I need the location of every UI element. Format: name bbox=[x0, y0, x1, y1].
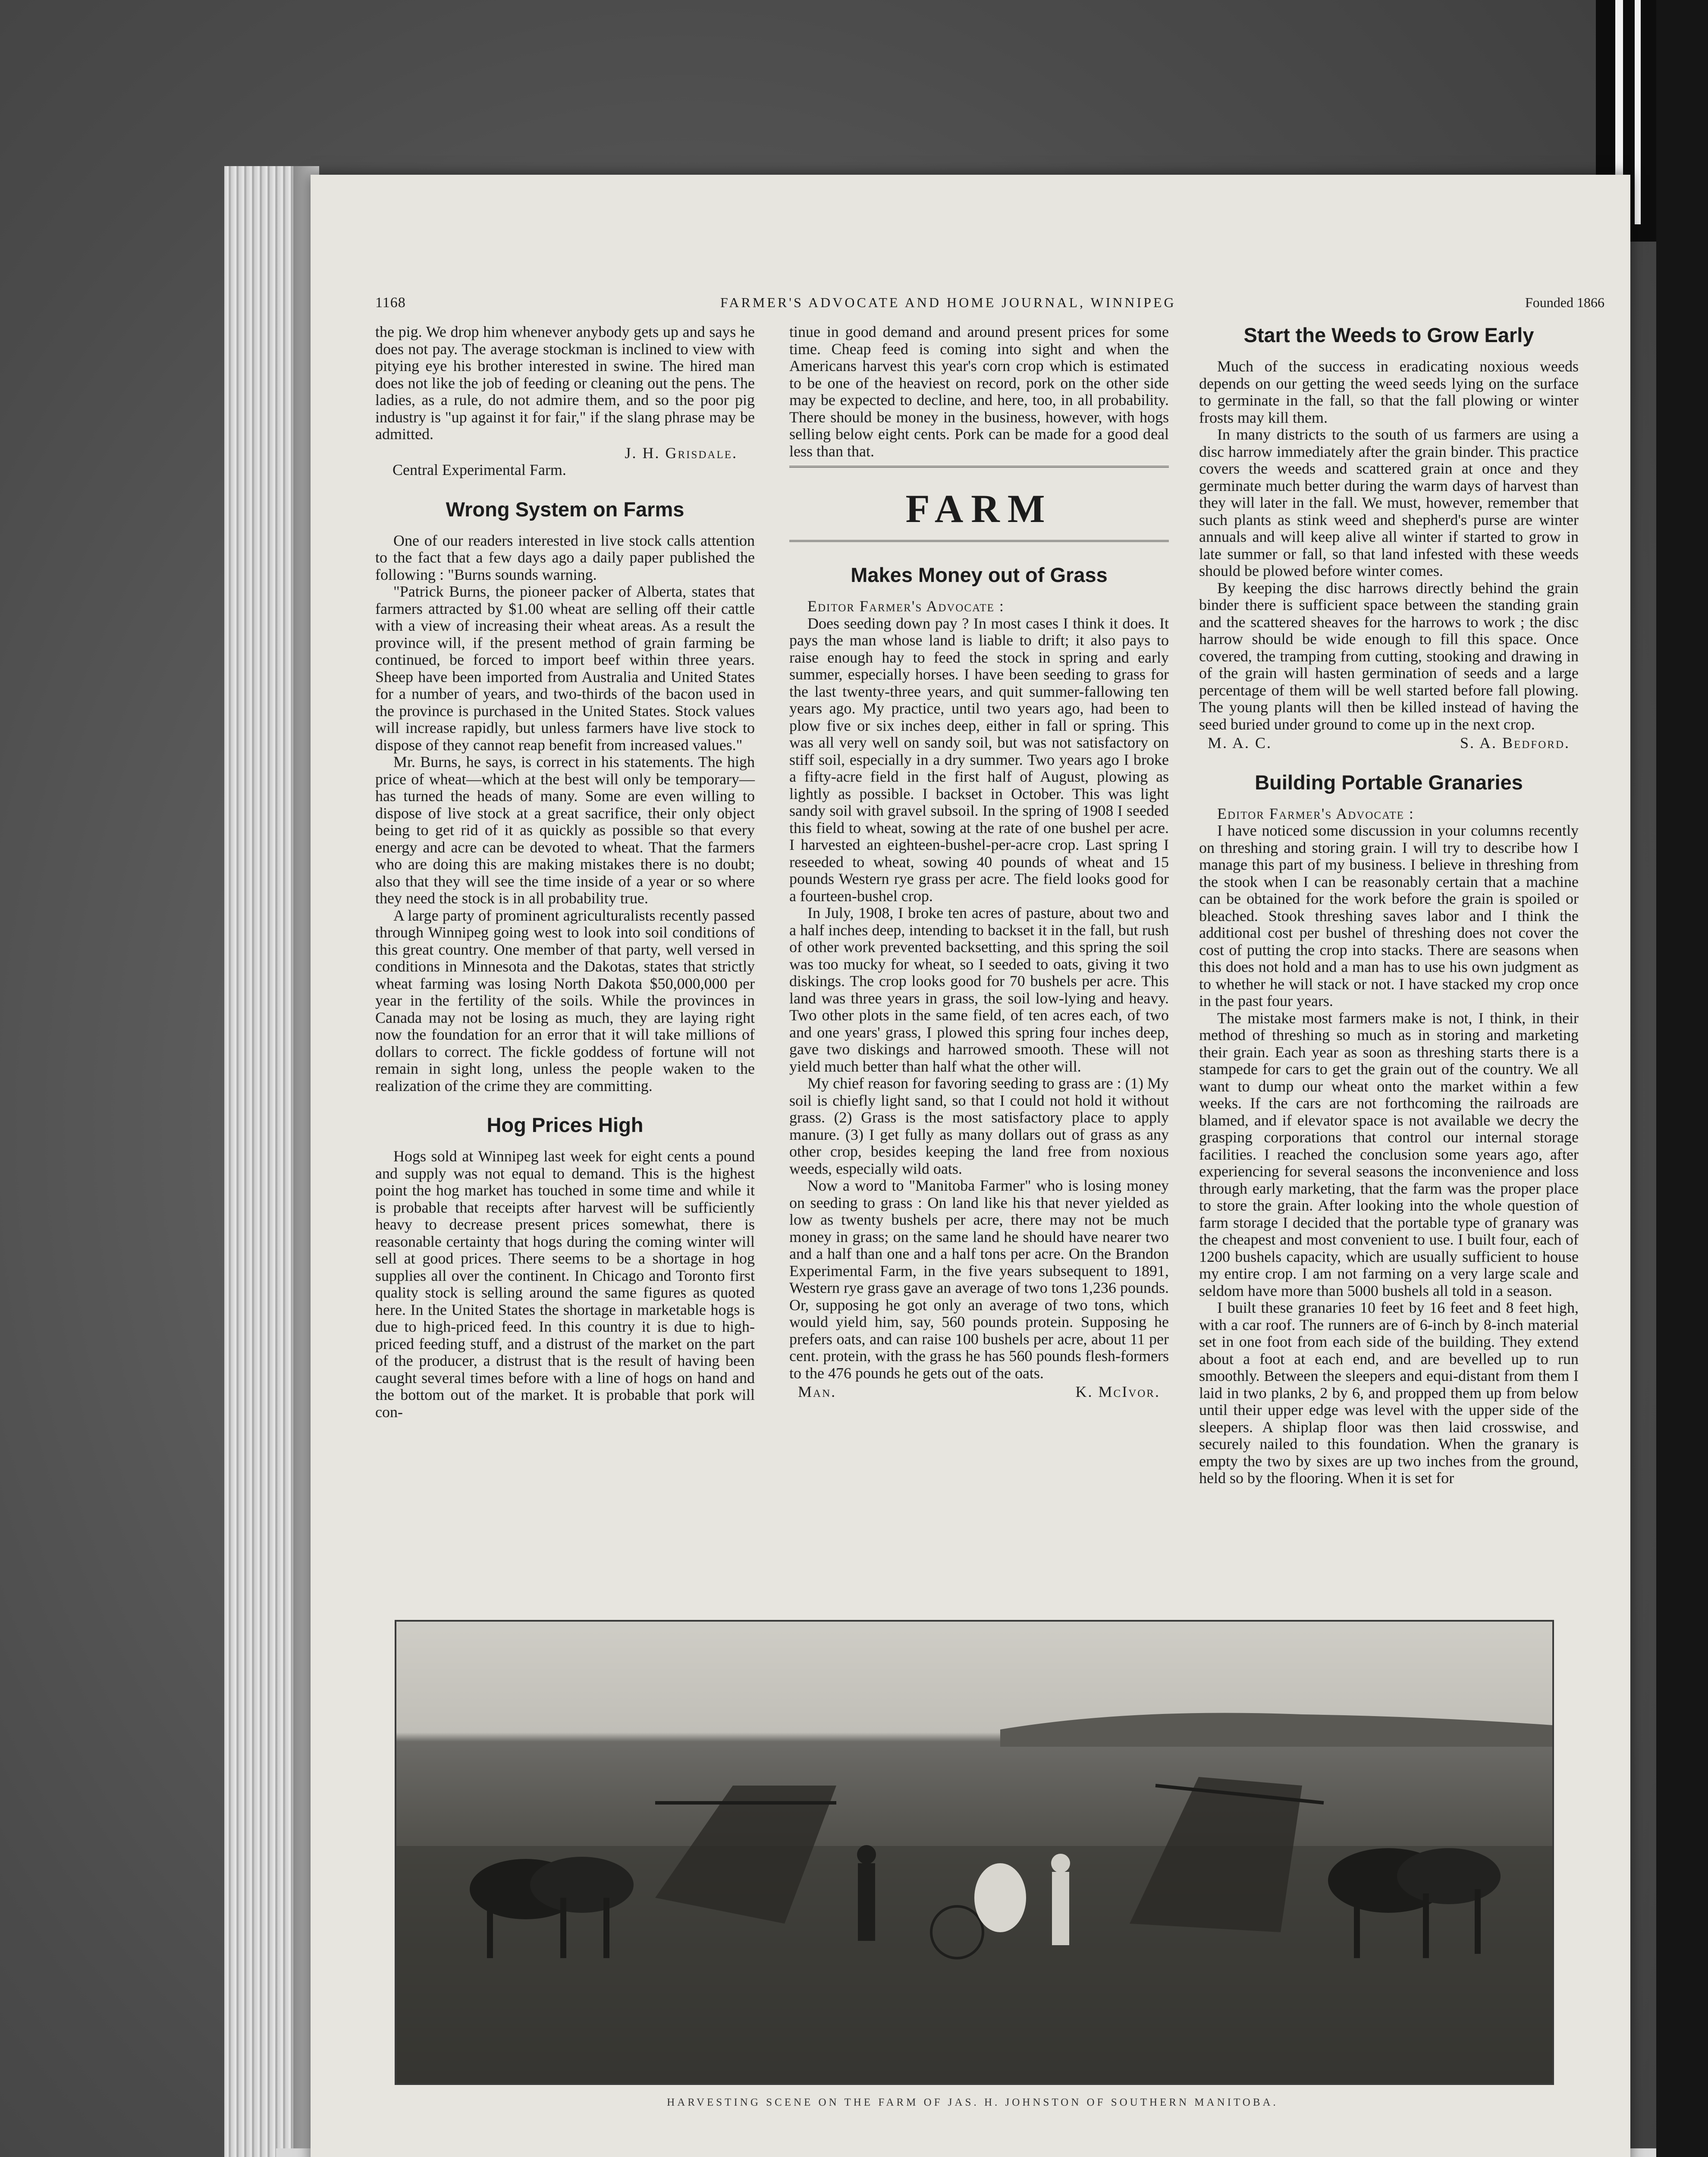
article-paragraph: One of our readers interested in live stock calls attention to the fact that a few days ago a daily paper published the following : "Burns sounds warning. bbox=[375, 531, 755, 583]
article-paragraph: Hogs sold at Winnipeg last week for eight cents a pound and supply was not equal to demand. This is the highest point the hog market has touched in some time and while it is probable that receipts after harvest will be sufficiently heavy to decrease present prices somewhat, there is reasonable certainty that hogs during the coming winter will sell at good prices. There seems to be a shortage in hog supplies all over the continent. In Chicago and Toronto first quality stock is selling around the same figures as quoted here. In the United States the shortage in marketable hogs is due to high-priced feed. In this country it is due to high-priced feeding stuff, and a distrust of the market on the part of the producer, a distrust that is the result of having been caught several times before with a line of hogs on hand and the bottom out of the market. It is probable that pork will con- bbox=[375, 1148, 755, 1421]
column-3 bbox=[1199, 324, 1579, 1487]
signature-row bbox=[1208, 735, 1570, 752]
article-paragraph: A large party of prominent agriculturalists recently passed through Winnipeg going west to look into soil conditions of this great country. One member of that party, well versed in conditions in Minnesota and the Dakotas, states that strictly wheat farming was losing North Dakota $50,000,000 per year in the fertility of the soils. While the provinces in Canada may not be losing as much, they are laying right now the foundation for an error that it will take millions of dollars to correct. The fickle goddess of fortune will not remain in sight long, unless the people waken to the realization of the crime they are committing. bbox=[375, 906, 755, 1094]
article-paragraph: I have noticed some discussion in your columns recently on threshing and storing grain. I will try to describe how I manage this part of my business. I believe in threshing from the stook when I can be reasonably certain that a machine can be obtained for the work before the grain is spoiled or bleached. Stook threshing saves labor and I think the additional cost per bushel of threshing does not cover the cost of putting the crop into stacks. There are seasons when this does not hold and a man has to use his own judgment as to whether he will stack or not. I have stacked my crop once in the past four years. bbox=[1199, 822, 1579, 1009]
page-number: 1168 bbox=[375, 295, 406, 311]
scanner-shadow-right bbox=[1656, 0, 1708, 2157]
intro-place: Central Experimental Farm. bbox=[392, 461, 566, 478]
intro-paragraph: the pig. We drop him whenever anybody gets up and says he does not pay. The average stockman is inclined to view with pitying eye his brother interested in swine. The hired man does not like the job of feeding or cleaning out the pens. The ladies, as a rule, do not admire them, and so the poor pig industry is "up against it for fair," if the slang phrase may be admitted. bbox=[375, 323, 755, 443]
signature-place: Man. bbox=[798, 1383, 837, 1400]
photo-caption: HARVESTING SCENE ON THE FARM OF JAS. H. JOHNSTON OF SOUTHERN MANITOBA. bbox=[667, 2097, 1278, 2108]
article-title-makes-money: Makes Money out of Grass bbox=[851, 563, 1108, 586]
section-rule bbox=[789, 540, 1169, 544]
section-rule bbox=[789, 466, 1169, 470]
harvest-scene-drawing bbox=[396, 1622, 1552, 2083]
article-title-portable-granaries: Building Portable Granaries bbox=[1255, 770, 1523, 794]
article-title-start-weeds: Start the Weeds to Grow Early bbox=[1243, 324, 1534, 346]
article-title-wrong-system: Wrong System on Farms bbox=[446, 497, 684, 521]
article-paragraph: In July, 1908, I broke ten acres of pasture, about two and a half inches deep, intending to backset it in the fall, but rush of other work prevented backsetting, and this spring the soil was too mucky for wheat, so I seeded to oats, giving it two diskings. The crop looks good for 70 bushels per acre. This land was three years in grass, the soil low-lying and heavy. Two other plots in the same field, of ten acres each, of two and one years' grass, I plowed this spring four inches deep, gave two diskings and harrowed smooth. These will not yield much better than half what the other will. bbox=[789, 904, 1169, 1075]
article-paragraph: "Patrick Burns, the pioneer packer of Alberta, states that farmers attracted by $1.00 wheat are selling off their cattle with a view of increasing their wheat areas. As a result the province will, if the present method of grain farming be continued, be forced to import beef within three years. Sheep have been imported from Australia and United States for a number of years, and two-thirds of the bacon used in the province is purchased in the United States. Stock values will increase rapidly, but unless farmers have live stock to dispose of they cannot reap benefit from increased values." bbox=[375, 583, 755, 754]
section-title-farm: FARM bbox=[905, 487, 1053, 531]
signature-place: M. A. C. bbox=[1208, 734, 1272, 751]
article-paragraph: The mistake most farmers make is not, I think, in their method of threshing so much as in storing and marketing their grain. Each year as soon as threshing starts there is a stampede for cars to get the grain out of the country. We all want to dump our wheat onto the market within a few weeks. If the cars are not forthcoming the railroads are blamed, and if elevator space is not available we decry the grasping corporations that control our internal storage facilities. I reached the conclusion some years ago, after experiencing for several seasons the inconvenience and loss through early marketing, that the farm was the proper place to store the grain. After looking into the whole question of farm storage I decided that the portable type of granary was the cheapest and most convenient to use. I built four, each of 1200 bushels capacity, which are usually sufficient to house my entire crop. I am not farming on a very large scale and seldom have more than 5000 bushels all told in a season. bbox=[1199, 1009, 1579, 1299]
scanner-light-bar bbox=[1635, 0, 1641, 224]
harvest-photograph bbox=[395, 1620, 1554, 2085]
article-paragraph: Now a word to "Manitoba Farmer" who is losing money on seeding to grass : On land like his that never yielded as low as twenty bushels per acre, there may not be much money in grass; on the same land he should have nearer two and a half than one and a half tons per acre. On the Brandon Experimental Farm, in the five years subsequent to 1891, Western rye grass gave an average of two tons 1,236 pounds. Or, supposing he got only an average of two tons, which would yield him, say, 560 pounds protein. Supposing he prefers oats, and can raise 100 bushels per acre, about 11 per cent. protein, with the grass he has 560 pounds flesh-formers to the 476 pounds he gets out of the oats. bbox=[789, 1177, 1169, 1382]
article-paragraph: By keeping the disc harrows directly behind the grain binder there is sufficient space between the standing grain and the scattered sheaves for the harrows to work ; the disc harrow should be wide enough to fill this space. Once covered, the tramping from cutting, stooking and drawing in of the grain will hasten germination of seeds and a large percentage of them will be well started before fall plowing. The young plants will then be killed instead of having the seed buried under ground to come up in the next crop. bbox=[1199, 579, 1579, 733]
salutation: Editor Farmer's Advocate : bbox=[807, 597, 1005, 615]
article-paragraph: I built these granaries 10 feet by 16 feet and 8 feet high, with a car roof. The runners are of 6-inch by 8-inch material set in one foot from each side of the building. They extend about a foot at each end, and are bevelled up to run smoothly. Between the sleepers and equi-distant from them I laid in two planks, 2 by 6, and propped them up from below until their upper edge was level with the upper side of the sleepers. A shiplap floor was then laid crosswise, and securely nailed to this foundation. When the granary is empty the two by sixes are up two inches from the ground, held so by the flooring. When it is set for bbox=[1199, 1299, 1579, 1487]
article-paragraph: My chief reason for favoring seeding to grass are : (1) My soil is chiefly light sand, so that I could not hold it without grass. (2) Grass is the most satisfactory place to apply manure. (3) I get fully as many dollars out of grass as any other crop, besides keeping the land free from noxious weeds, especially wild oats. bbox=[789, 1075, 1169, 1177]
signature-name: S. A. Bedford. bbox=[1460, 734, 1570, 751]
intro-signature: J. H. Grisdale. bbox=[625, 444, 738, 462]
running-head: FARMER'S ADVOCATE AND HOME JOURNAL, WINNIPEG bbox=[720, 295, 1176, 310]
column-2 bbox=[789, 324, 1169, 1401]
article-paragraph: Does seeding down pay ? In most cases I think it does. It pays the man whose land is liable to drift; it also pays to raise enough hay to feed the stock in spring and early summer, especially horses. I have been seeding to grass for the last twenty-three years, and quit summer-fallowing ten years ago. My practice, until two years ago, had been to plow five or six inches deep, either in fall or spring. This was all very well on sandy soil, but was not satisfactory on stiff soil, especially in a dry summer. Two years ago I broke a fifty-acre field in the first half of August, plowing as lightly as possible. I backset in October. This was light sandy soil with gravel subsoil. In the spring of 1908 I seeded this field to wheat, sowing at the rate of one bushel per acre. I harvested an eighteen-bushel-per-acre crop. Last spring I reseeded to wheat, sowing 40 pounds of wheat and 15 pounds Western rye grass per acre. The field looks good for a fourteen-bushel crop. bbox=[789, 614, 1169, 905]
continuation-paragraph: tinue in good demand and around present prices for some time. Cheap feed is coming into sight and when the Americans harvest this year's corn crop which is estimated to be one of the heaviest on record, pork on the other side may be expected to decline, and here, too, in all probability. There should be money in the business, however, with hogs selling below eight cents. Pork can be made for a good deal less than that. bbox=[789, 323, 1169, 460]
article-paragraph: In many districts to the south of us farmers are using a disc harrow immediately after the grain binder. This practice covers the weeds and scattered grain at once and they germinate much better during the warm days of harvest than they will later in the fall. We must, however, remember that such plants as stink weed and shepherd's purse are winter annuals and will keep alive all winter if started to grow in late summer or fall, so that land infested with these weeds should be plowed before winter comes. bbox=[1199, 426, 1579, 579]
salutation: Editor Farmer's Advocate : bbox=[1217, 805, 1414, 822]
founded-note: Founded 1866 bbox=[1525, 295, 1604, 310]
newspaper-page bbox=[311, 175, 1630, 2157]
column-1 bbox=[375, 324, 755, 1421]
article-paragraph: Mr. Burns, he says, is correct in his statements. The high price of wheat—which at the best will only be temporary—has turned the heads of many. Some are even willing to dispose of live stock at a great sacrifice, their only object being to get rid of it as quickly as possible so that every energy and acre can be devoted to wheat. That the farmers who are doing this are making mistakes there is no doubt; also that they will see the time inside of a year or so where they need the stock is in all probability true. bbox=[375, 753, 755, 907]
article-paragraph: Much of the success in eradicating noxious weeds depends on our getting the weed seeds lying on the surface to germinate in the fall, so that the fall plowing or winter frosts may kill them. bbox=[1199, 358, 1579, 426]
signature-name: K. McIvor. bbox=[1075, 1383, 1160, 1400]
article-title-hog-prices: Hog Prices High bbox=[487, 1113, 644, 1136]
signature-row bbox=[798, 1383, 1160, 1401]
